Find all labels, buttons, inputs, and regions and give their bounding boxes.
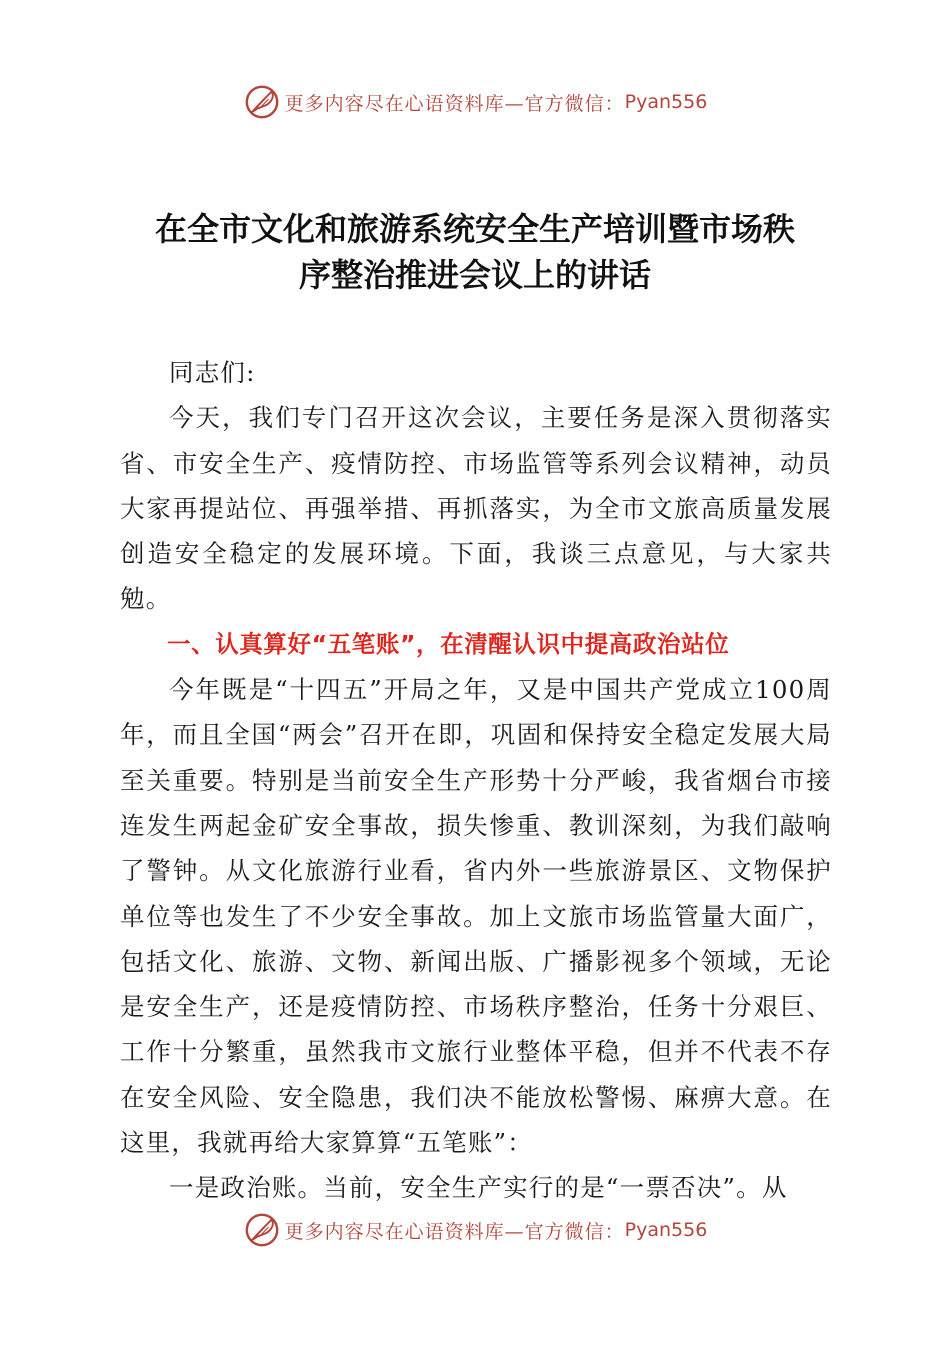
salutation: 同志们: (169, 358, 256, 387)
title-line-1: 在全市文化和旅游系统安全生产培训暨市场秩 (154, 210, 795, 248)
document-body (120, 350, 832, 1211)
feather-pen-logo-icon (243, 83, 281, 121)
watermark-banner-top (0, 80, 950, 124)
intro-paragraph: 今天，我们专门召开这次会议，主要任务是深入贯彻落实省、市安全生产、疫情防控、市场监管等系列会议精神，动员大家再提站位、再强举措、再抓落实，为全市文旅高质量发展创造安全稳定的发展环境。下面，我谈三点意见，与大家共勉。 (120, 403, 832, 614)
watermark-text: 更多内容尽在心语资料库—官方微信： (284, 92, 625, 115)
section-1-paragraph-1: 今年既是“十四五”开局之年，又是中国共产党成立100周年，而且全国“两会”召开在即，巩固和保持安全稳定发展大局至关重要。特别是当前安全生产形势十分严峻，我省烟台市接连发生两起金矿安全事故，损失惨重、教训深刻，为我们敲响了警钟。从文化旅游行业看，省内外一些旅游景区、文物保护单位等也发生了不少安全事故。加上文旅市场监管量大面广，包括文化、旅游、文物、新闻出版、广播影视多个领域，无论是安全生产，还是疫情防控、市场秩序整治，任务十分艰巨、工作十分繁重，虽然我市文旅行业整体平稳，但并不代表不存在安全风险、安全隐患，我们决不能放松警惕、麻痹大意。在这里，我就再给大家算算“五笔账”： (120, 675, 832, 1158)
section-1-paragraph-2: 一是政治账。当前，安全生产实行的是“一票否决”。从 (169, 1173, 788, 1203)
title-line-2: 序整治推进会议上的讲话 (298, 256, 651, 294)
section-heading-1: 一、认真算好“五笔账”，在清醒认识中提高政治站位 (167, 629, 730, 658)
watermark-banner-bottom (0, 1208, 950, 1252)
watermark-contact: Pyan556 (624, 91, 708, 113)
feather-pen-logo-icon (243, 1211, 281, 1249)
document-title (100, 206, 850, 298)
watermark-contact: Pyan556 (624, 1219, 708, 1241)
watermark-text: 更多内容尽在心语资料库—官方微信： (284, 1220, 625, 1243)
